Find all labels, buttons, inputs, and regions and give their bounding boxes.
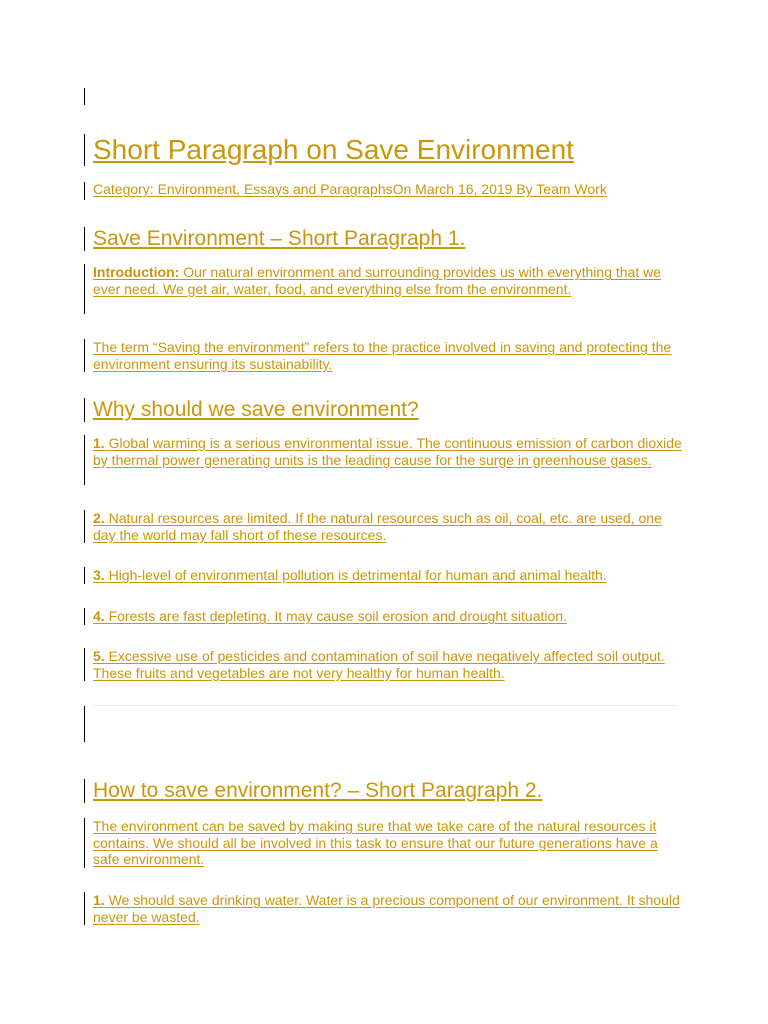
section-3-heading[interactable]: How to save environment? – Short Paragraph 2. [93,779,543,802]
text-cursor [84,435,85,485]
article-title[interactable]: Short Paragraph on Save Environment [93,134,574,165]
text-cursor [84,264,85,314]
item-text[interactable]: Natural resources are limited. If the natural resources such as oil, coal, etc. are used, one day the world may fall short of these resources. [93,510,662,543]
list-item [93,567,683,584]
text-cursor [84,134,85,166]
text-cursor [84,818,85,868]
item-number[interactable]: 2. [93,510,105,526]
text-cursor [84,648,85,681]
item-text[interactable]: Forests are fast depleting. It may cause soil erosion and drought situation. [104,608,567,624]
term-paragraph [93,339,683,372]
item-number[interactable]: 5. [93,648,105,664]
text-cursor [84,706,85,742]
item-text[interactable]: Global warming is a serious environmental issue. The continuous emission of carbon dioxide by thermal power generating units is the leading cause for the surge in greenhouse gases. [93,435,682,468]
item-number[interactable]: 1. [93,435,105,451]
list-item [93,648,683,681]
item-number[interactable]: 4. [93,608,105,624]
item-number[interactable]: 1. [93,892,105,908]
list-item [93,892,683,925]
intro-text[interactable]: Our natural environment and surrounding provides us with everything that we ever need. We get air, water, food, and everything else from the environment. [93,264,662,297]
text-cursor [84,892,85,925]
text-cursor [84,567,85,584]
list-item [93,435,683,468]
section-1-heading[interactable]: Save Environment – Short Paragraph 1. [93,227,466,250]
list-item [93,510,683,543]
term-text[interactable]: The term “Saving the environment” refers to the practice involved in saving and protecting the environment ensuring its sustainability. [93,339,672,372]
section-2-heading-block [93,397,683,423]
article-meta-block [93,180,683,198]
article-meta[interactable]: Category: Environment, Essays and ParagraphsOn March 16, 2019 By Team Work [93,181,607,197]
text-cursor [84,510,85,543]
section-2-heading[interactable]: Why should we save environment? [93,398,419,421]
item-text[interactable]: Excessive use of pesticides and contamination of soil have negatively affected soil output. These fruits and vegetables are not very healthy for human health. [93,648,665,681]
item-number[interactable]: 3. [93,567,105,583]
section-divider [93,705,676,706]
text-cursor [84,398,85,422]
item-text[interactable]: High-level of environmental pollution is detrimental for human and animal health. [104,567,607,583]
section-3-heading-block [93,778,683,804]
section-1-heading-block [93,226,683,252]
section-3-intro-paragraph [93,818,683,868]
intro-label[interactable]: Introduction: [93,264,180,280]
intro-paragraph [93,264,683,297]
section-3-intro-text[interactable]: The environment can be saved by making sure that we take care of the natural resources it contains. We should all be involved in this task to ensure that our future generations have a safe environment. [93,818,658,867]
text-cursor [84,227,85,251]
article-title-block [93,133,683,167]
text-cursor [84,779,85,803]
text-cursor [84,182,85,200]
text-cursor [84,339,85,372]
text-cursor [84,88,85,105]
text-cursor [84,608,85,625]
list-item [93,608,683,625]
item-text[interactable]: We should save drinking water. Water is a precious component of our environment. It should never be wasted. [93,892,680,925]
